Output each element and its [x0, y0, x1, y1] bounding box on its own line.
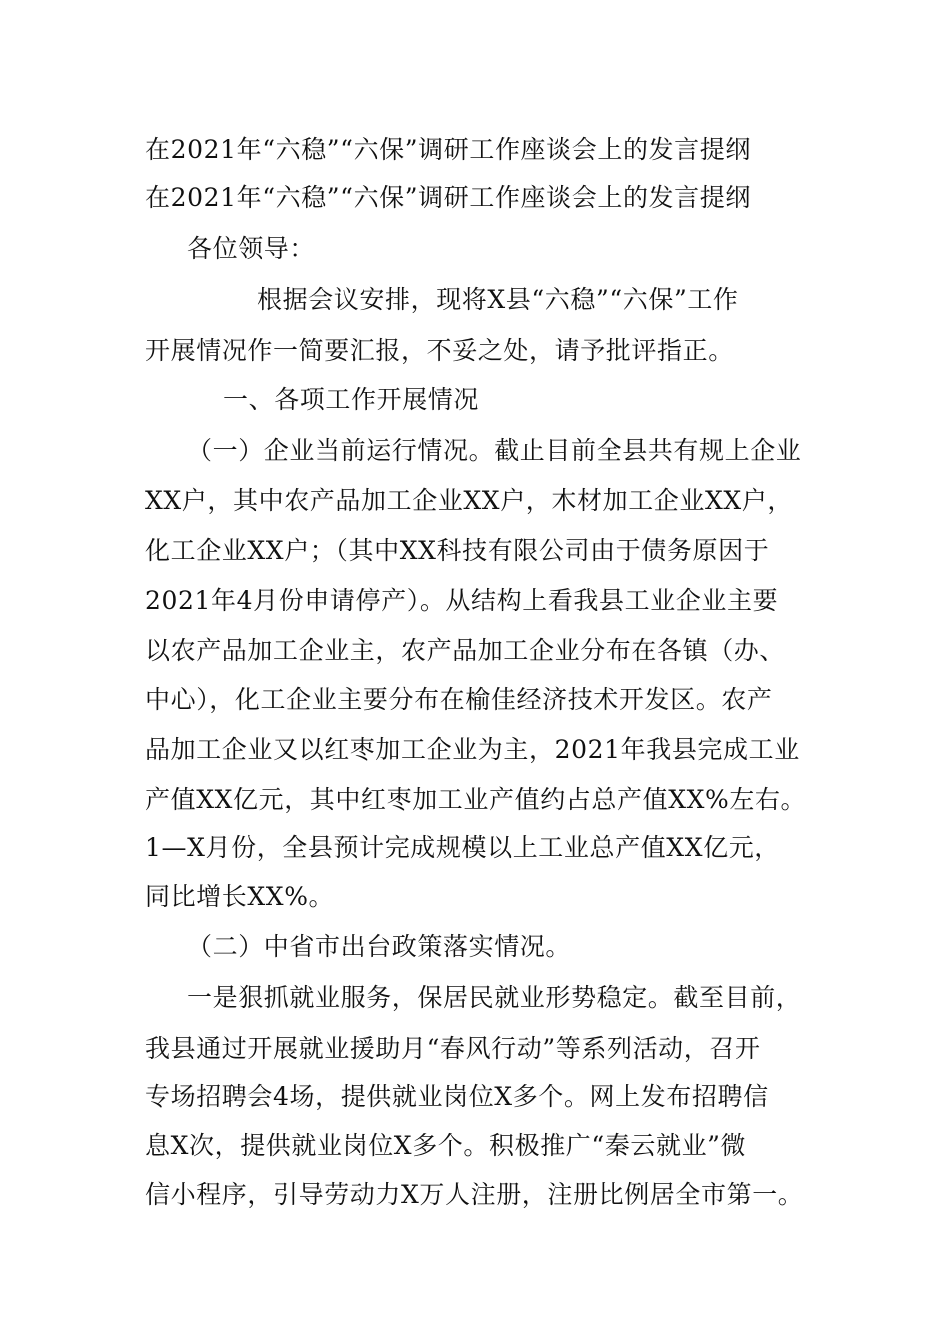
paragraph-line: 化工企业XX户；（其中XX科技有限公司由于债务原因于: [145, 536, 770, 565]
paragraph-line: （一）企业当前运行情况。截止目前全县共有规上企业: [187, 436, 802, 465]
paragraph-line: 以农产品加工企业主，农产品加工企业分布在各镇（办、: [145, 636, 786, 665]
section-heading: 一、各项工作开展情况: [223, 385, 480, 414]
salutation: 各位领导：: [187, 234, 316, 263]
paragraph-line: 专场招聘会4场，提供就业岗位X多个。网上发布招聘信: [145, 1082, 769, 1111]
paragraph-line: 我县通过开展就业援助月“春风行动”等系列活动，召开: [145, 1034, 761, 1063]
intro-line-2: 开展情况作一简要汇报，不妥之处，请予批评指正。: [145, 336, 734, 365]
title-line-1: 在2021年“六稳”“六保”调研工作座谈会上的发言提纲: [145, 135, 751, 164]
paragraph-line: XX户，其中农产品加工企业XX户，木材加工企业XX户，: [145, 486, 793, 515]
subsection-heading: （二）中省市出台政策落实情况。: [187, 932, 572, 961]
paragraph-line: 息X次，提供就业岗位X多个。积极推广“秦云就业”微: [145, 1131, 747, 1160]
paragraph-line: 2021年4月份申请停产）。从结构上看我县工业企业主要: [145, 586, 779, 615]
paragraph-line: 产值XX亿元，其中红枣加工业产值约占总产值XX%左右。: [145, 785, 807, 814]
paragraph-line: 中心），化工企业主要分布在榆佳经济技术开发区。农产: [145, 685, 773, 714]
title-line-2: 在2021年“六稳”“六保”调研工作座谈会上的发言提纲: [145, 183, 751, 212]
paragraph-line: 一是狠抓就业服务，保居民就业形势稳定。截至目前，: [187, 983, 802, 1012]
paragraph-line: 品加工企业又以红枣加工企业为主，2021年我县完成工业: [145, 735, 800, 764]
paragraph-line: 1—X月份，全县预计完成规模以上工业总产值XX亿元，: [145, 833, 780, 862]
paragraph-line: 信小程序，引导劳动力X万人注册，注册比例居全市第一。: [145, 1180, 804, 1209]
intro-line-1: 根据会议安排，现将X县“六稳”“六保”工作: [257, 285, 739, 314]
paragraph-line: 同比增长XX%。: [145, 882, 335, 911]
